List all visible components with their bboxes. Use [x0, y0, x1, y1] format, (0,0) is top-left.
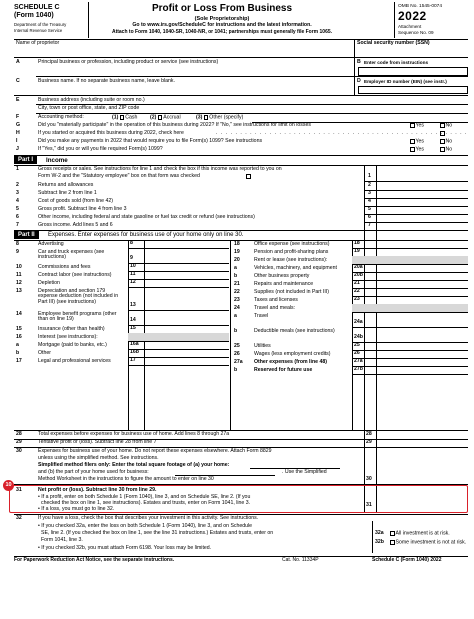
i-yes-checkbox[interactable]: Yes — [410, 139, 424, 146]
line-6-label: Other income, including federal and state gasoline or fuel tax credit or refund (see instructions) — [38, 214, 255, 220]
expense-right-box-label: 22 — [354, 288, 360, 294]
line-5-amount[interactable] — [377, 206, 468, 213]
expense-left-amount-field[interactable] — [145, 358, 229, 365]
business-name-field[interactable] — [36, 85, 352, 95]
line-30-label-e: . Use the Simplified — [282, 469, 327, 475]
expense-left-box-label: 16a — [130, 341, 139, 347]
line-e-label: Business address (including suite or room no.) — [38, 97, 145, 103]
expense-left-amount-field[interactable] — [145, 288, 229, 310]
part-1-label: Part I — [14, 156, 37, 164]
expense-left-line-number: a — [16, 341, 19, 348]
expense-right-line-number: 20 — [234, 256, 240, 263]
expense-left-box-label: 13 — [130, 302, 136, 308]
expense-left-line-number: 8 — [16, 240, 19, 247]
expense-left-line-number: 15 — [16, 325, 22, 332]
footer-notice: For Paperwork Reduction Act Notice, see the separate instructions. — [14, 557, 175, 563]
expense-right-line-label: Utilities — [254, 342, 271, 349]
expense-right-line-number: a — [234, 264, 237, 271]
business-city-field[interactable] — [160, 105, 468, 112]
expense-left-amount-field[interactable] — [145, 272, 229, 279]
method-other-option[interactable]: (3) Other (specify) — [196, 114, 244, 121]
expense-right-shaded-cell — [352, 256, 468, 264]
line-i-label: Did you make any payments in 2022 that would require you to file Form(s) 1099? See instructions — [38, 138, 263, 144]
expense-right-box-label: 18 — [354, 240, 360, 246]
expense-right-amount-field[interactable] — [377, 281, 468, 288]
expense-right-box-label: 23 — [354, 296, 360, 302]
expense-left-amount-field[interactable] — [145, 264, 229, 271]
part-2-title: Expenses. Enter expenses for business use of your home only on line 30. — [48, 232, 244, 238]
expense-left-amount-field[interactable] — [145, 249, 229, 263]
form-sub: (Form 1040) — [14, 12, 54, 19]
expense-right-line-label: Pension and profit-sharing plans — [254, 248, 329, 255]
line-h-label: If you started or acquired this business during 2022, check here — [38, 130, 184, 136]
line-30-label-b: unless using the simplified method. See instructions. — [38, 455, 159, 461]
line-31-label: Net profit or (loss). Subtract line 30 from line 29. — [38, 487, 157, 493]
expense-right-line-label: Travel and meals: — [254, 304, 296, 311]
expense-left-line-number: 13 — [16, 287, 22, 294]
expense-right-box-label: 20a — [354, 264, 363, 270]
expense-right-amount-field[interactable] — [377, 351, 468, 358]
expense-right-amount-field[interactable] — [377, 367, 468, 374]
expense-right-box-label: 27a — [354, 358, 363, 364]
omb-number: OMB No. 1545-0074 — [398, 4, 442, 9]
expense-right-line-label: Reserved for future use — [254, 366, 313, 373]
expense-right-line-label: Other business property — [254, 272, 310, 279]
expense-right-line-label: Rent or lease (see instructions): — [254, 256, 328, 263]
expense-right-box-label: 21 — [354, 280, 360, 286]
expense-right-line-label: Office expense (see instructions) — [254, 240, 330, 247]
footer-form-id: Schedule C (Form 1040) 2022 — [372, 557, 442, 563]
g-yes-checkbox[interactable]: Yes — [410, 123, 424, 130]
expense-right-line-number: b — [234, 272, 238, 279]
expense-right-amount-field[interactable] — [377, 265, 468, 272]
line-e2-label: City, town or post office, state, and ZIP code — [38, 105, 140, 111]
line-3-amount[interactable] — [377, 190, 468, 197]
expense-right-line-number: 19 — [234, 248, 240, 255]
expense-left-box-label: 16b — [130, 349, 139, 355]
tax-year: 2022 — [398, 9, 427, 23]
line-30-label-a: Expenses for business use of your home. Do not report these expenses elsewhere. Attach Form 8829 — [38, 448, 272, 454]
statutory-employee-checkbox[interactable] — [246, 174, 252, 181]
expense-right-box-label: 19 — [354, 248, 360, 254]
line-32a-text-2: SE, line 2. (If you checked the box on line 1, see the line 31 instructions.) Estates and trusts, enter on — [41, 530, 274, 536]
expense-left-line-label: Interest (see instructions): — [38, 333, 98, 340]
line-j-label: If "Yes," did you or will you file required Form(s) 1099? — [38, 146, 163, 152]
expense-right-box-label: 20b — [354, 272, 363, 278]
expense-left-line-label: Depletion — [38, 279, 60, 286]
expense-left-line-number: 11 — [16, 271, 22, 278]
expense-left-amount-field[interactable] — [145, 342, 229, 349]
expense-right-amount-field[interactable] — [377, 289, 468, 296]
attach-note: Attach to Form 1040, 1040-SR, 1040-NR, or 1041; partnerships must generally file Form 1065. — [111, 29, 333, 35]
line-32a-text-1: • If you checked 32a, enter the loss on both Schedule 1 (Form 1040), line 3, and on Schedule — [38, 523, 253, 529]
expense-right-line-label: Travel — [254, 312, 269, 319]
expense-left-line-number: 17 — [16, 357, 22, 364]
at-risk-some-checkbox[interactable]: Some investment is not at risk. — [390, 540, 466, 547]
line-32b-text: • If you checked 32b, you must attach Form 6198. Your loss may be limited. — [38, 545, 212, 551]
expense-right-amount-field[interactable] — [377, 249, 468, 256]
expense-right-line-number: 18 — [234, 240, 240, 247]
line-7-amount[interactable] — [377, 222, 468, 229]
expense-left-line-label: Mortgage (paid to banks, etc.) — [38, 341, 107, 348]
line-29-label: Tentative profit or (loss). Subtract line 28 from line 7 — [38, 439, 157, 445]
expense-left-line-label: Other — [38, 349, 51, 356]
expense-left-box-label: 9 — [130, 255, 133, 261]
expense-right-amount-field[interactable] — [377, 297, 468, 304]
line-30-amount[interactable] — [377, 476, 468, 483]
line-31-amount[interactable] — [377, 500, 467, 510]
expense-left-line-label: Car and truck expenses (see instructions) — [38, 248, 105, 261]
part-1-title: Income — [46, 157, 68, 164]
line-32a-text-3: Form 1041, line 3. — [41, 537, 83, 543]
expense-left-line-label: Contract labor (see instructions) — [38, 271, 112, 278]
expense-left-line-number: 10 — [16, 263, 22, 270]
expense-right-line-number: 26 — [234, 350, 240, 357]
ssn-field[interactable] — [356, 47, 468, 56]
line-28-amount[interactable] — [377, 431, 468, 438]
line-7-label: Gross income. Add lines 5 and 6 — [38, 222, 113, 228]
line-32-label: If you have a loss, check the box that describes your investment in this activity. See instructions. — [38, 515, 259, 521]
line-1-amount[interactable] — [377, 171, 468, 180]
expense-right-line-label: Repairs and maintenance — [254, 280, 314, 287]
expense-left-amount-field[interactable] — [145, 241, 229, 248]
line-2-amount[interactable] — [377, 182, 468, 189]
expense-right-amount-field[interactable] — [377, 273, 468, 280]
line-d-label: Employer ID number (EIN) (see instr.) — [364, 79, 447, 84]
expense-left-line-label: Commissions and fees — [38, 263, 91, 270]
line-29-amount[interactable] — [377, 439, 468, 446]
expense-right-line-number: 25 — [234, 342, 240, 349]
i-no-checkbox[interactable]: No — [440, 139, 452, 146]
form-title: Profit or Loss From Business — [151, 3, 293, 14]
method-accrual-option[interactable]: (2) Accrual — [150, 114, 181, 121]
j-yes-checkbox[interactable]: Yes — [410, 147, 424, 154]
line-1b-label: Form W-2 and the "Statutory employee" box on that form was checked — [38, 173, 200, 179]
expense-right-line-number: 22 — [234, 288, 240, 295]
expense-right-box-label: 24a — [354, 319, 363, 325]
expense-right-line-number: 23 — [234, 296, 240, 303]
line-30-label-c: Simplified method filers only: Enter the total square footage of (a) your home: — [38, 462, 230, 468]
line-3-label: Subtract line 2 from line 1 — [38, 190, 97, 196]
expense-right-amount-field[interactable] — [377, 359, 468, 366]
line-28-label: Total expenses before expenses for business use of home. Add lines 8 through 27a — [38, 431, 230, 437]
expense-left-line-number: 14 — [16, 310, 22, 317]
expense-left-amount-field[interactable] — [145, 311, 229, 325]
expense-right-box-label: 26 — [354, 350, 360, 356]
business-address-field[interactable] — [140, 97, 468, 104]
expense-left-box-label: 11 — [130, 271, 136, 277]
expense-left-line-label: Insurance (other than health) — [38, 325, 105, 332]
expense-right-line-label: Wages (less employment credits) — [254, 350, 331, 357]
expense-right-box-label: 24b — [354, 334, 363, 340]
expense-right-line-number: b — [234, 366, 238, 373]
expense-right-amount-field[interactable] — [377, 328, 468, 342]
expense-left-box-label: 17 — [130, 357, 136, 363]
expense-right-line-label: Supplies (not included in Part III) — [254, 288, 329, 295]
part-2-label: Part II — [14, 231, 39, 239]
expense-left-amount-field[interactable] — [145, 280, 229, 287]
expense-left-line-label: Depreciation and section 179 expense deduction (not included in Part III) (see instructions) — [38, 287, 119, 306]
line-f-label: Accounting method: — [38, 114, 84, 120]
expense-right-line-number: 27a — [234, 358, 243, 365]
line-6-amount[interactable] — [377, 214, 468, 221]
expense-left-line-number: 12 — [16, 279, 22, 286]
expense-left-box-label: 14 — [130, 317, 136, 323]
j-no-checkbox[interactable]: No — [440, 147, 452, 154]
line-31-profit-a: • If a profit, enter on both Schedule 1 (Form 1040), line 3, and on Schedule SE, line 2. (If you — [38, 494, 251, 500]
home-sqft-field[interactable] — [250, 462, 340, 469]
expense-left-line-number: b — [16, 349, 20, 356]
at-risk-all-checkbox[interactable]: All investment is at risk. — [390, 531, 450, 538]
attachment-label: Attachment — [398, 24, 422, 29]
form-subtitle: (Sole Proprietorship) — [194, 16, 250, 22]
method-cash-option[interactable]: (1) Cash — [112, 114, 138, 121]
expense-right-line-label: Other expenses (from line 48) — [254, 358, 327, 365]
line-4-label: Cost of goods sold (from line 42) — [38, 198, 113, 204]
expense-right-amount-field[interactable] — [377, 343, 468, 350]
footer-cat: Cat. No. 11334P — [282, 557, 319, 563]
dept-line-2: Internal Revenue Service — [14, 28, 63, 33]
expense-right-line-number: a — [234, 312, 237, 319]
expense-left-line-number: 9 — [16, 248, 19, 255]
sequence-number: Sequence No. 09 — [398, 30, 434, 35]
proprietor-name-field[interactable] — [14, 47, 352, 56]
line-31-loss: • If a loss, you must go to line 32. — [38, 506, 115, 512]
business-sqft-field[interactable] — [175, 469, 275, 476]
expense-right-line-number: b — [234, 327, 238, 334]
line-1-label: Gross receipts or sales. See instructions for line 1 and check the box if this income was reported to you on — [38, 166, 282, 172]
expense-left-line-label: Employee benefit programs (other than on line 19) — [38, 310, 117, 323]
line-4-amount[interactable] — [377, 198, 468, 205]
business-profession-field[interactable] — [36, 66, 352, 76]
expense-right-shaded-cell — [352, 304, 468, 312]
proprietor-name-label: Name of proprietor — [16, 40, 60, 46]
line-2-label: Returns and allowances — [38, 182, 94, 188]
ssn-label: Social security number (SSN) — [357, 40, 430, 46]
expense-left-box-label: 12 — [130, 279, 136, 285]
expense-right-box-label: 27b — [354, 366, 363, 372]
g-no-checkbox[interactable]: No — [440, 123, 452, 130]
expense-left-amount-field[interactable] — [145, 326, 229, 333]
expense-left-line-number: 16 — [16, 333, 22, 340]
expense-left-shaded-cell — [128, 333, 229, 341]
form-name: SCHEDULE C — [14, 4, 60, 11]
expense-right-box-label: 25 — [354, 342, 360, 348]
expense-left-line-label: Advertising — [38, 240, 64, 247]
step-marker: 10 — [3, 480, 14, 491]
expense-right-amount-field[interactable] — [377, 313, 468, 327]
expense-right-line-number: 21 — [234, 280, 240, 287]
line-c-label: Business name. If no separate business name, leave blank. — [38, 78, 175, 84]
line-5-label: Gross profit. Subtract line 4 from line 3 — [38, 206, 127, 212]
line-a-label: Principal business or profession, including product or service (see instructions) — [38, 59, 219, 65]
expense-left-amount-field[interactable] — [145, 350, 229, 357]
expense-right-line-number: 24 — [234, 304, 240, 311]
expense-left-box-label: 15 — [130, 325, 136, 331]
line-b-label: Enter code from instructions — [364, 60, 429, 65]
instructions-link[interactable]: Go to www.irs.gov/ScheduleC for instructions and the latest information. — [132, 22, 312, 28]
expense-left-line-label: Legal and professional services — [38, 357, 111, 364]
line-31-profit-b: checked the box on line 1, see instructions). Estates and trusts, enter on Form 1041, line 3. — [41, 500, 251, 506]
expense-left-box-label: 8 — [130, 240, 133, 246]
expense-right-line-label: Deductible meals (see instructions) — [254, 327, 335, 334]
expense-right-line-label: Vehicles, machinery, and equipment — [254, 264, 337, 271]
expense-right-line-label: Taxes and licenses — [254, 296, 298, 303]
line-30-label-d: and (b) the part of your home used for business: — [38, 469, 149, 475]
ein-field[interactable] — [358, 86, 468, 94]
line-g-label: Did you "materially participate" in the operation of this business during 2022? If "No," see instructions for limit on losses — [38, 122, 311, 128]
expense-right-amount-field[interactable] — [377, 241, 468, 248]
h-checkbox[interactable] — [440, 131, 446, 138]
expense-left-box-label: 10 — [130, 263, 136, 269]
line-30-label-f: Method Worksheet in the instructions to figure the amount to enter on line 30 — [38, 476, 214, 482]
dept-line-1: Department of the Treasury — [14, 22, 67, 27]
